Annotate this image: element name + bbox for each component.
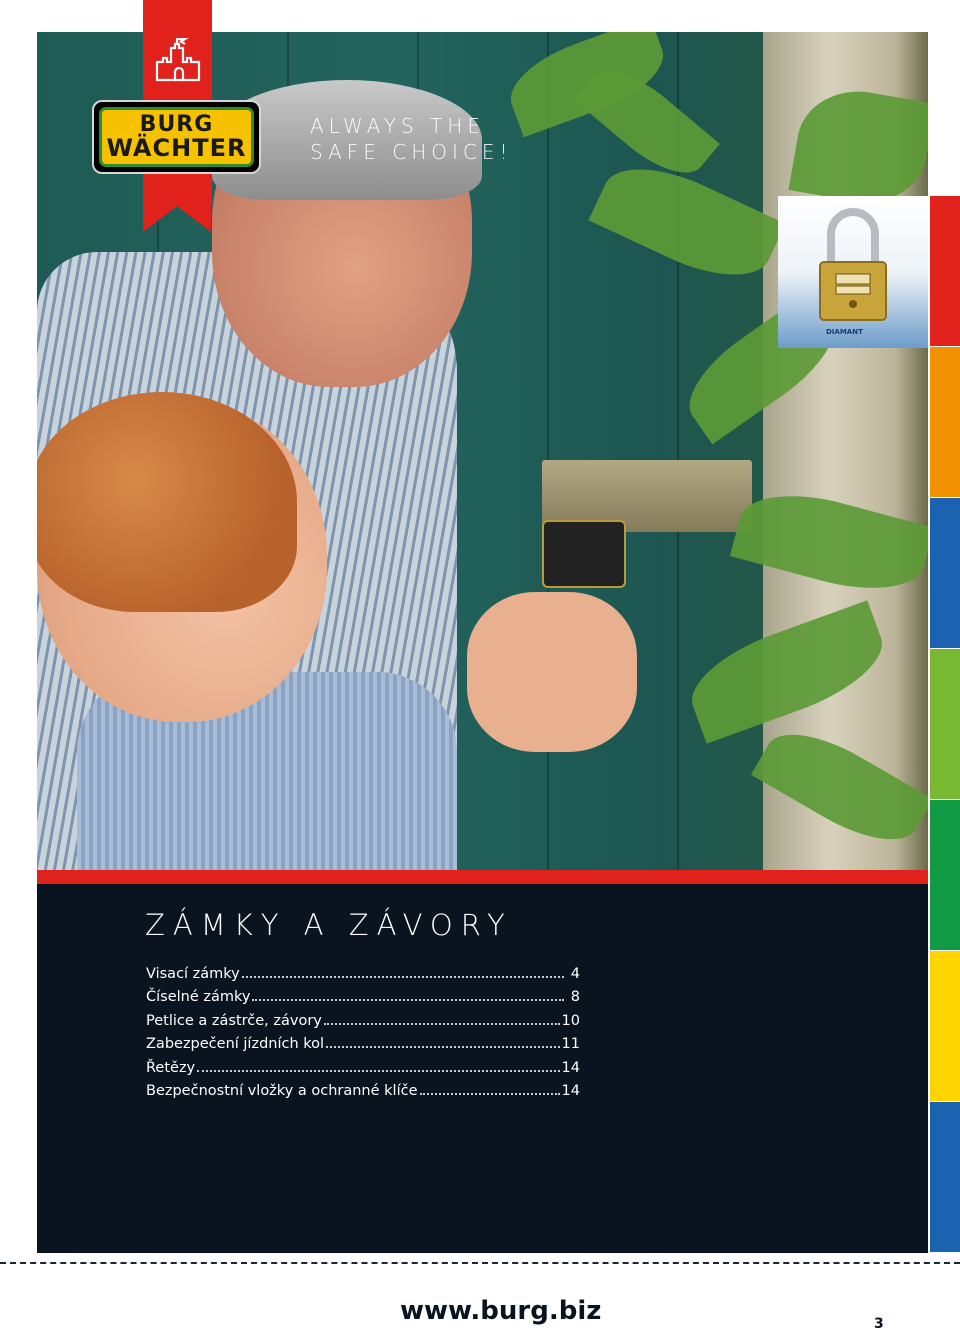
toc-leader-dots bbox=[197, 1069, 559, 1072]
dashed-cut-line bbox=[0, 1262, 960, 1264]
toc-row[interactable] bbox=[146, 1029, 580, 1053]
toc-label: Petlice a zástrče, závory bbox=[146, 1012, 322, 1029]
side-color-tab bbox=[930, 951, 960, 1101]
side-color-tab bbox=[930, 498, 960, 648]
castle-icon bbox=[153, 38, 205, 82]
diamant-label: DIAMANT bbox=[826, 328, 863, 336]
section-title: ZÁMKY A ZÁVORY bbox=[145, 908, 513, 942]
tagline-line2: SAFE CHOICE! bbox=[310, 140, 513, 164]
toc-label: Číselné zámky bbox=[146, 989, 251, 1005]
padlock bbox=[542, 520, 626, 588]
toc-label: Bezpečnostní vložky a ochranné klíče bbox=[146, 1083, 418, 1099]
tagline-line1: ALWAYS THE bbox=[310, 114, 485, 138]
burg-wachter-logo bbox=[92, 100, 261, 174]
toc-row[interactable] bbox=[146, 1052, 580, 1076]
table-of-contents bbox=[146, 958, 580, 1099]
logo-text-line2: WÄCHTER bbox=[106, 134, 247, 162]
toc-page: 10 bbox=[561, 1012, 580, 1029]
toc-page: 14 bbox=[561, 1059, 580, 1076]
toc-page: 14 bbox=[561, 1083, 580, 1099]
toc-page: 8 bbox=[570, 989, 580, 1005]
toc-leader-dots bbox=[252, 998, 564, 1001]
boy-hair bbox=[37, 392, 297, 612]
padlock-product-inset bbox=[778, 196, 928, 348]
toc-leader-dots bbox=[242, 975, 564, 978]
side-color-tab bbox=[930, 196, 960, 346]
red-divider-strip bbox=[37, 870, 928, 884]
side-color-tab bbox=[930, 347, 960, 497]
page-number: 3 bbox=[874, 1316, 884, 1332]
side-color-tab bbox=[930, 649, 960, 799]
website-link[interactable]: www.burg.biz bbox=[400, 1296, 602, 1326]
brass-padlock-icon bbox=[798, 206, 908, 326]
hands bbox=[467, 592, 637, 752]
toc-row[interactable] bbox=[146, 958, 580, 982]
logo-text-line1: BURG bbox=[139, 112, 214, 137]
toc-label: Řetězy bbox=[146, 1059, 196, 1076]
tagline bbox=[310, 113, 513, 165]
side-color-tab bbox=[930, 800, 960, 950]
toc-leader-dots bbox=[326, 1045, 560, 1048]
toc-leader-dots bbox=[420, 1092, 560, 1095]
toc-row[interactable] bbox=[146, 982, 580, 1006]
toc-label: Zabezpečení jízdních kol bbox=[146, 1036, 325, 1052]
toc-label: Visací zámky bbox=[146, 965, 240, 982]
side-color-tab bbox=[930, 1102, 960, 1252]
toc-leader-dots bbox=[324, 1022, 560, 1025]
toc-page: 4 bbox=[570, 965, 580, 982]
toc-row[interactable] bbox=[146, 1076, 580, 1100]
logo-badge bbox=[99, 107, 254, 167]
toc-page: 11 bbox=[561, 1036, 580, 1052]
toc-row[interactable] bbox=[146, 1005, 580, 1029]
